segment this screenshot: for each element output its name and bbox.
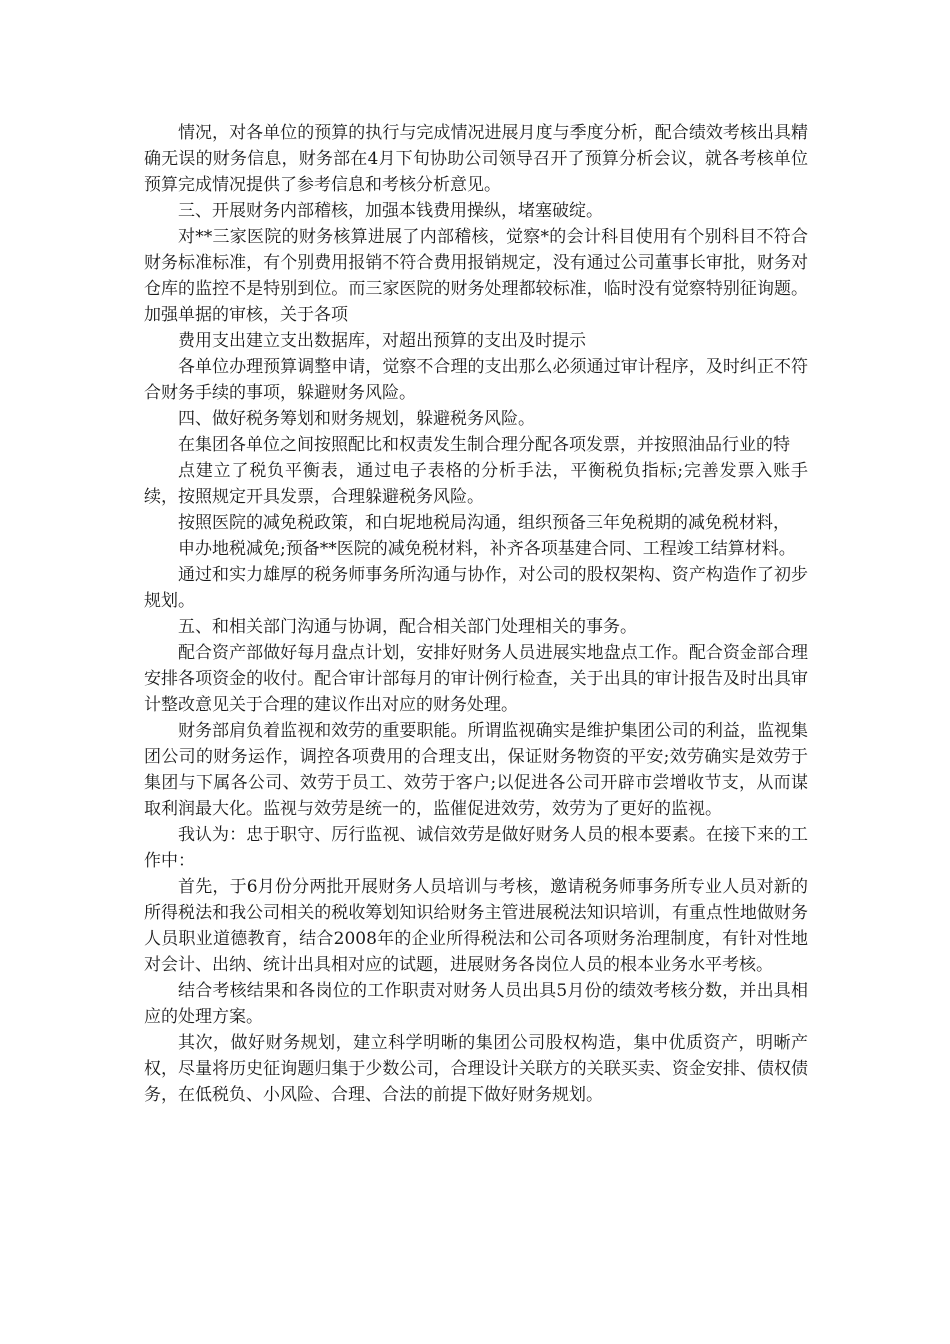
paragraph: 结合考核结果和各岗位的工作职责对财务人员出具5月份的绩效考核分数，并出具相应的处理方案。 xyxy=(144,981,808,1027)
paragraph: 通过和实力雄厚的税务师事务所沟通与协作，对公司的股权架构、资产构造作了初步规划。 xyxy=(144,565,808,611)
paragraph: 费用支出建立支出数据库，对超出预算的支出及时提示 xyxy=(178,331,586,351)
paragraph: 其次，做好财务规划，建立科学明晰的集团公司股权构造，集中优质资产，明晰产权，尽量将历史征询题归集于少数公司，合理设计关联方的关联买卖、资金安排、债权债务，在低税负、小风险、合理、合法的前提下做好财务规划。 xyxy=(144,1033,808,1105)
paragraph: 情况，对各单位的预算的执行与完成情况进展月度与季度分析，配合绩效考核出具精确无误的财务信息，财务部在4月下旬协助公司领导召开了预算分析会议，就各考核单位预算完成情况提供了参考信息和考核分析意见。 xyxy=(144,123,808,195)
paragraph: 点建立了税负平衡表，通过电子表格的分析手法，平衡税负指标;完善发票入账手续，按照规定开具发票，合理躲避税务风险。 xyxy=(144,461,808,507)
section-heading: 四、做好税务筹划和财务规划，躲避税务风险。 xyxy=(178,409,535,429)
paragraph: 首先，于6月份分两批开展财务人员培训与考核，邀请税务师事务所专业人员对新的所得税法和我公司相关的税收筹划知识给财务主管进展税法知识培训，有重点性地做财务人员职业道德教育，结合2008年的企业所得税法和公司各项财务治理制度，有针对性地对会计、出纳、统计出具相对应的试题，进展财务各岗位人员的根本业务水平考核。 xyxy=(144,877,808,975)
paragraph: 申办地税减免;预备**医院的减免税材料，补齐各项基建合同、工程竣工结算材料。 xyxy=(178,539,796,559)
paragraph: 按照医院的减免税政策，和白坭地税局沟通，组织预备三年免税期的减免税材料， xyxy=(178,513,790,533)
paragraph: 对**三家医院的财务核算进展了内部稽核，觉察*的会计科目使用有个别科目不符合财务标准标准，有个别费用报销不符合费用报销规定，没有通过公司董事长审批，财务对仓库的监控不是特别到位。而三家医院的财务处理都较标准，临时没有觉察特别征询题。加强单据的审核，关于各项 xyxy=(144,227,808,325)
section-heading: 三、开展财务内部稽核，加强本钱费用操纵，堵塞破绽。 xyxy=(178,201,603,221)
paragraph: 财务部肩负着监视和效劳的重要职能。所谓监视确实是维护集团公司的利益，监视集团公司的财务运作，调控各项费用的合理支出，保证财务物资的平安;效劳确实是效劳于集团与下属各公司、效劳于员工、效劳于客户;以促进各公司开辟市尝增收节支，从而谋取利润最大化。监视与效劳是统一的，监催促进效劳，效劳为了更好的监视。 xyxy=(144,721,808,819)
paragraph: 在集团各单位之间按照配比和权责发生制合理分配各项发票，并按照油品行业的特 xyxy=(178,435,790,455)
paragraph: 各单位办理预算调整申请，觉察不合理的支出那么必须通过审计程序，及时纠正不符合财务手续的事项，躲避财务风险。 xyxy=(144,357,808,403)
paragraph: 我认为：忠于职守、厉行监视、诚信效劳是做好财务人员的根本要素。在接下来的工作中： xyxy=(144,825,808,871)
paragraph: 配合资产部做好每月盘点计划，安排好财务人员进展实地盘点工作。配合资金部合理安排各项资金的收付。配合审计部每月的审计例行检查，关于出具的审计报告及时出具审计整改意见关于合理的建议作出对应的财务处理。 xyxy=(144,643,808,715)
section-heading: 五、和相关部门沟通与协调，配合相关部门处理相关的事务。 xyxy=(178,617,637,637)
document-page xyxy=(144,120,808,1108)
